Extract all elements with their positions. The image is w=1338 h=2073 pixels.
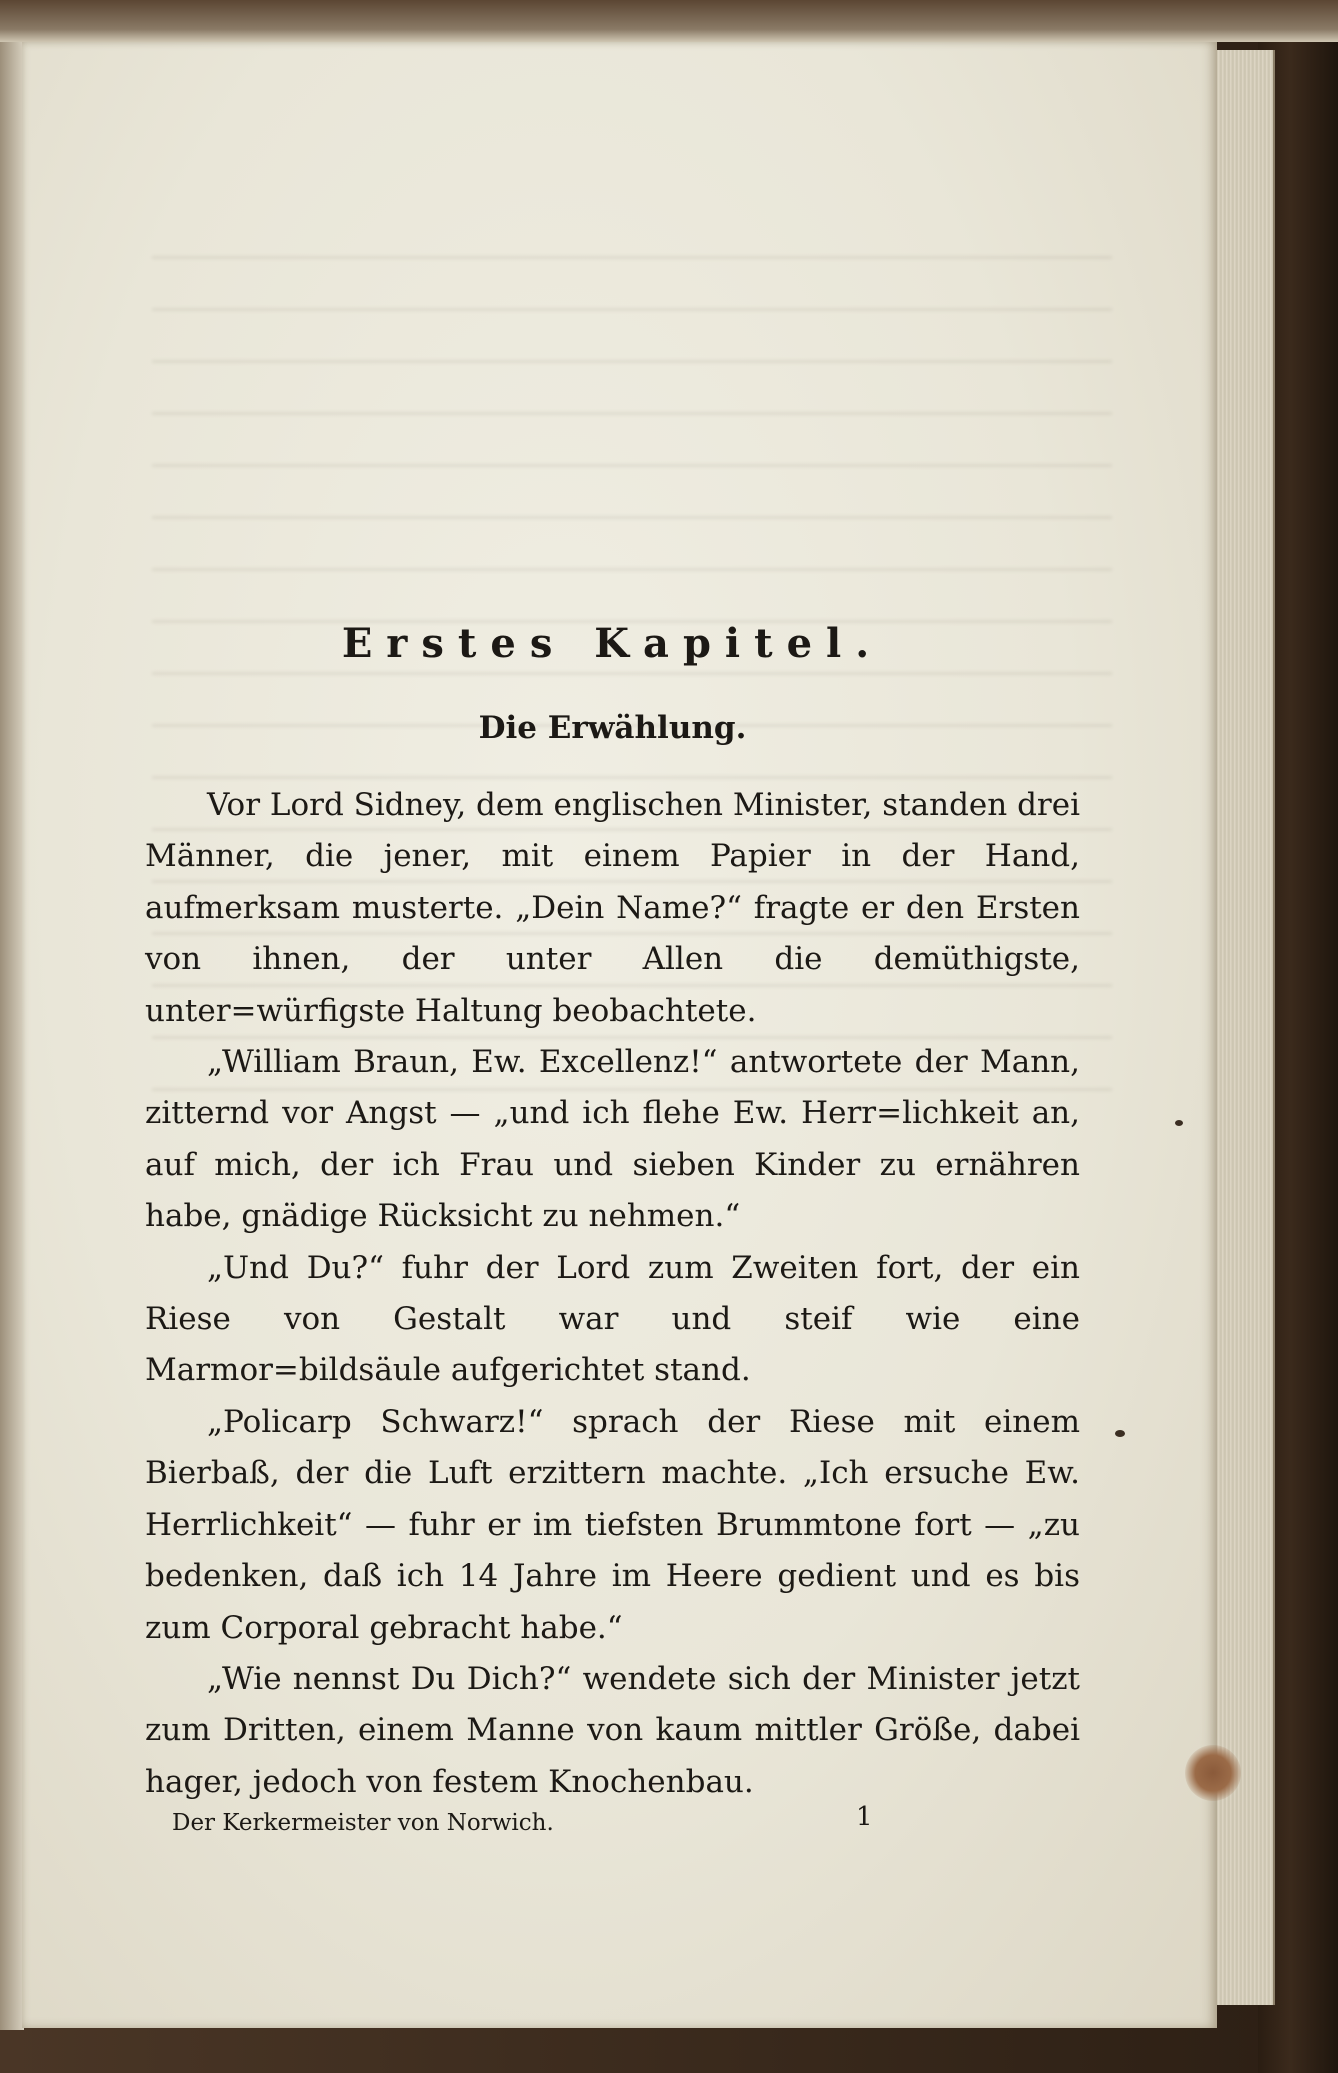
body-text (145, 780, 1080, 1808)
paper-stain (1185, 1745, 1241, 1801)
book-gutter (0, 40, 24, 2030)
paragraph: „William Braun, Ew. Excellenz!“ antwortete der Mann, zitternd vor Angst — „und ich flehe Ew. Herr=lichkeit an, auf mich, der ich Frau und sieben Kinder zu ernähren habe, gnädige Rücksicht zu nehmen.“ (145, 1044, 1080, 1235)
signature-title: Der Kerkermeister von Norwich. (172, 1810, 554, 1836)
paragraph: „Policarp Schwarz!“ sprach der Riese mit einem Bierbaß, der die Luft erzittern machte. „Ich ersuche Ew. Herrlichkeit“ — fuhr er im tiefsten Brummtone fort — „zu bedenken, daß ich 14 Jahre im Heere gedient und es bis zum Corporal gebracht habe.“ (145, 1403, 1080, 1646)
chapter-subtitle: Die Erwählung. (478, 710, 747, 746)
page-number: 1 (856, 1802, 873, 1832)
chapter-title: Erstes Kapitel. (341, 620, 884, 667)
page-stack-edges (1215, 50, 1275, 2005)
paragraph: „Wie nennst Du Dich?“ wendete sich der Minister jetzt zum Dritten, einem Manne von kaum mittler Größe, dabei hager, jedoch von festem Knochenbau. (145, 1660, 1080, 1800)
ink-speck (1175, 1120, 1183, 1126)
top-page-edge (0, 0, 1338, 42)
paragraph: „Und Du?“ fuhr der Lord zum Zweiten fort, der ein Riese von Gestalt war und steif wie eine Marmor=bildsäule aufgerichtet stand. (145, 1249, 1080, 1389)
ink-speck (1115, 1430, 1125, 1437)
paragraph: Vor Lord Sidney, dem englischen Minister, standen drei Männer, die jener, mit einem Papier in der Hand, aufmerksam musterte. „Dein Name?“ fragte er den Ersten von ihnen, der unter Allen die demüthigste, unter=würfigste Haltung beobachtete. (145, 787, 1080, 1029)
